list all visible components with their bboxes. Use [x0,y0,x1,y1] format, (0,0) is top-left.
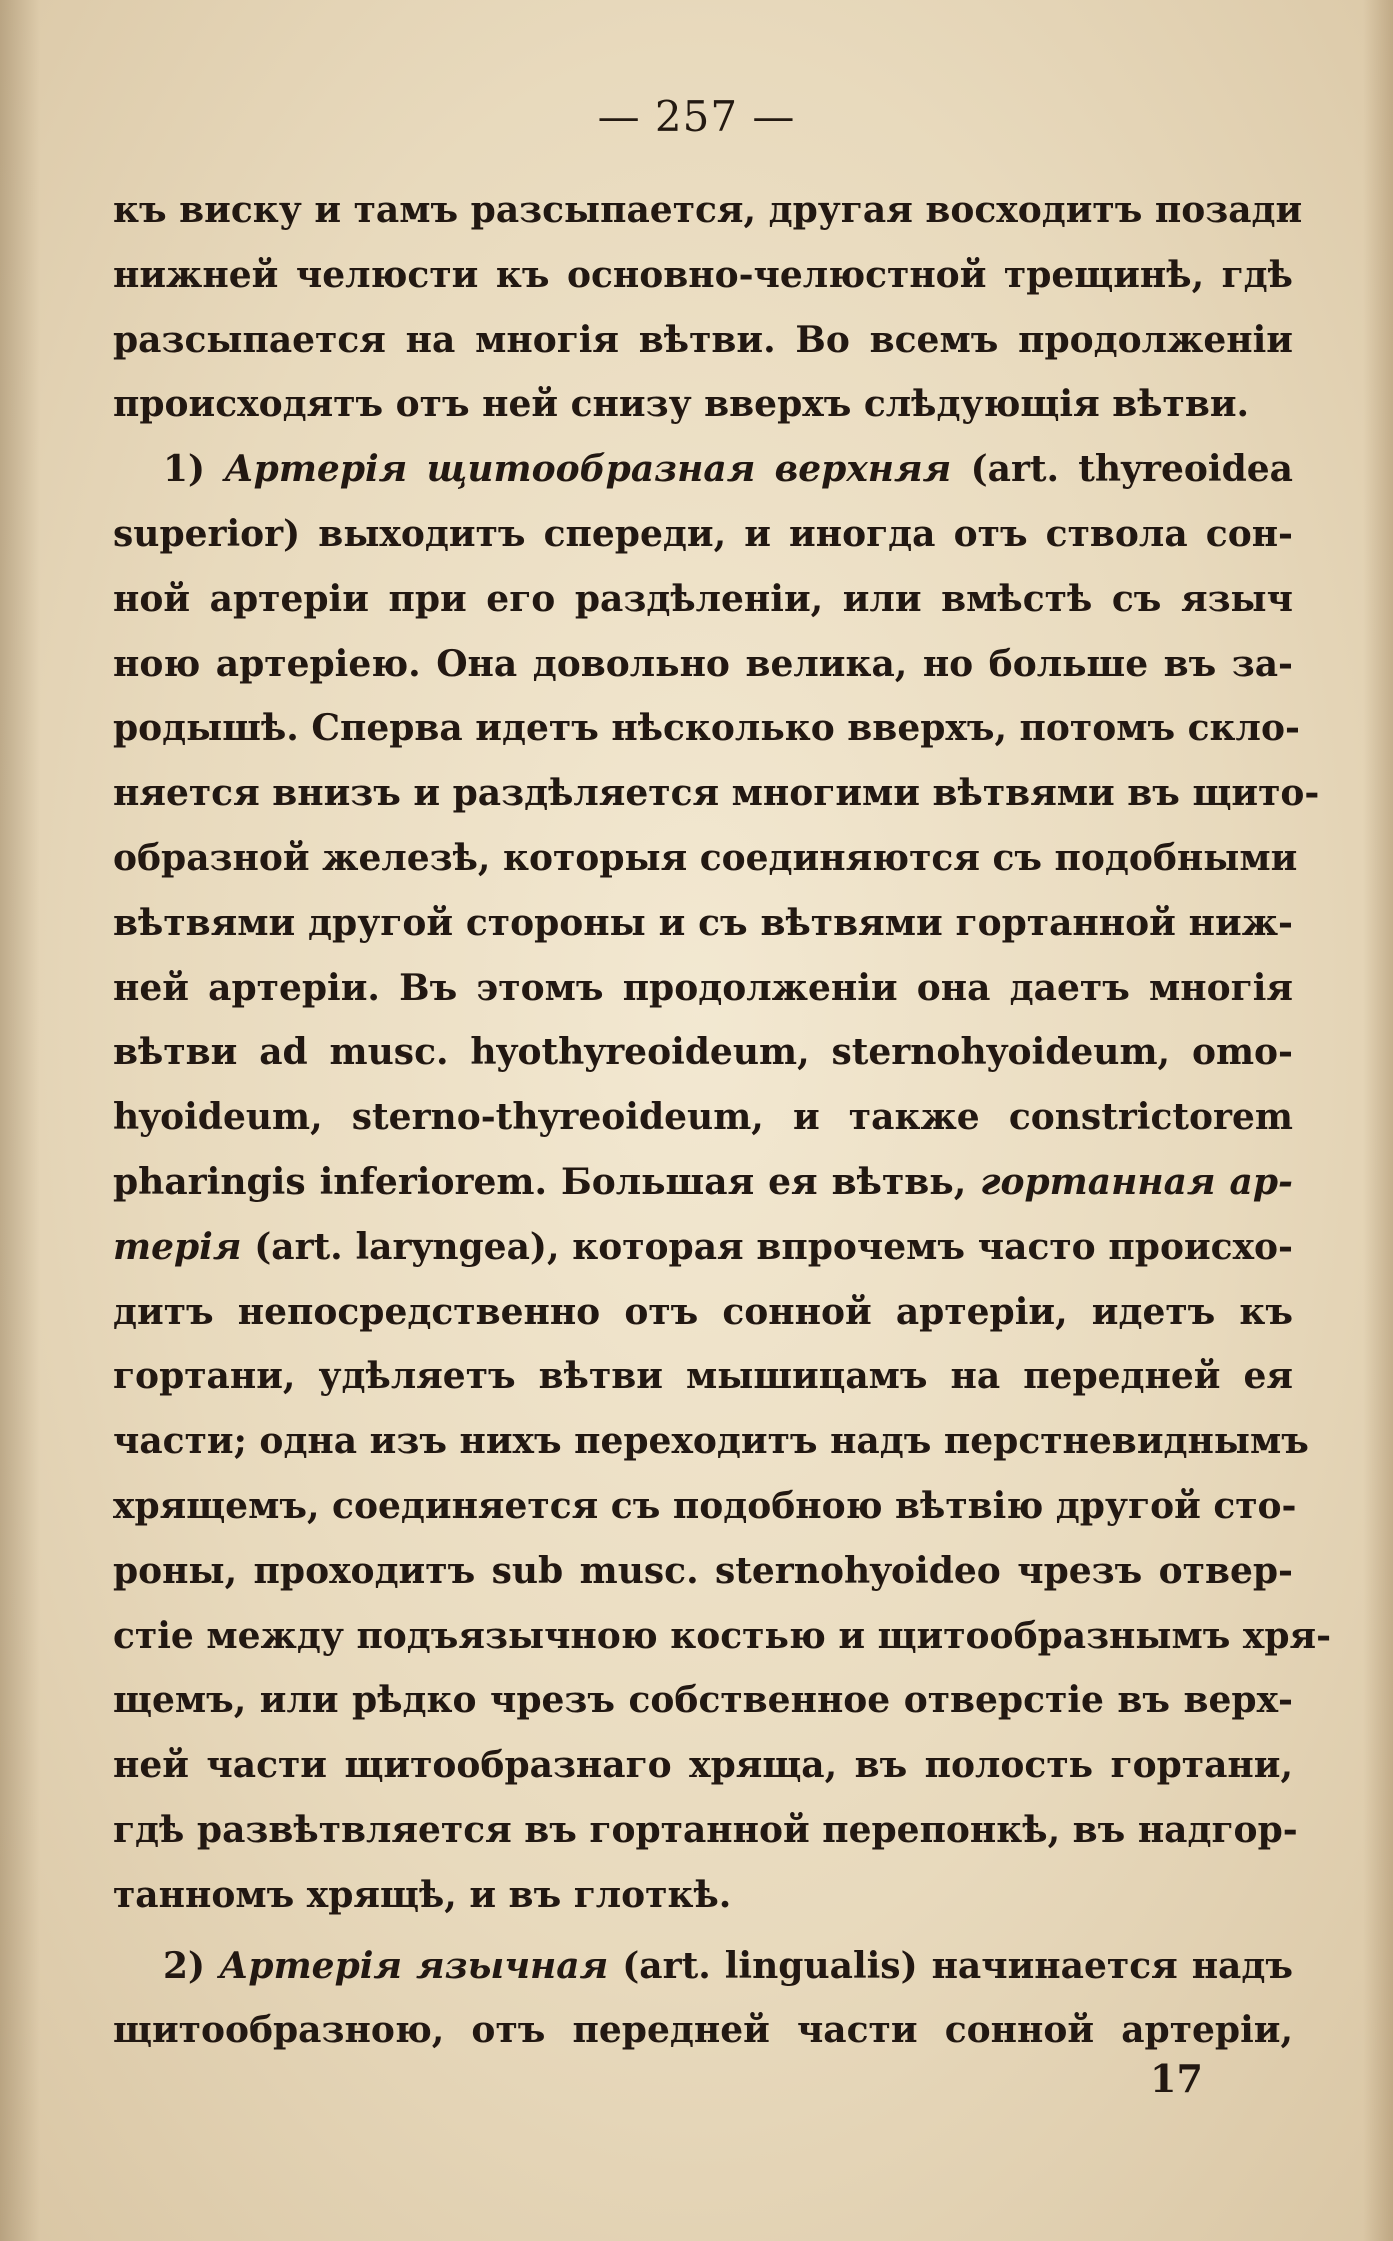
text-segment: танномъ хрящѣ, и въ глоткѣ. [113,1873,732,1916]
text-segment: родышѣ. Сперва идетъ нѣсколько вверхъ, потомъ скло- [113,707,1300,750]
text-line [113,1668,1293,1733]
text-segment: дитъ непосредственно отъ сонной артеріи, идетъ къ [113,1290,1293,1333]
text-segment: щитообразною, отъ передней части сонной артеріи, [113,2009,1293,2052]
text-line [113,956,1293,1021]
text-segment: происходятъ отъ ней снизу вверхъ слѣдующія вѣтви. [113,383,1250,426]
text-line [113,1409,1309,1474]
text-segment: 1) [163,448,225,491]
text-line [113,1474,1297,1539]
text-segment: (art. laryngea), которая впрочемъ часто происхо- [241,1225,1293,1268]
text-line [113,1539,1293,1604]
text-line [113,826,1298,891]
italic-term: терія [113,1225,242,1268]
text-line [113,1934,1293,1999]
text-segment: ной артеріи при его раздѣленіи, или вмѣстѣ съ языч [113,577,1293,620]
text-line [113,1344,1293,1409]
text-line [113,696,1300,761]
text-line [113,632,1293,697]
text-segment: 2) [163,1944,220,1987]
text-segment: гортани, удѣляетъ вѣтви мышицамъ на передней ея [113,1355,1293,1398]
text-line [113,1798,1298,1863]
body-text [113,178,1332,2063]
text-line [113,567,1293,632]
text-segment: гдѣ развѣтвляется въ гортанной перепонкѣ, въ надгор- [113,1808,1298,1851]
text-line [113,761,1320,826]
text-line [113,178,1303,243]
italic-term: гортанная ар- [980,1160,1293,1203]
text-segment: pharingis inferiorem. Большая ея вѣтвь, [113,1160,981,1203]
text-line [113,1020,1293,1085]
text-line [113,1150,1293,1215]
text-segment: вѣтви ad musc. hyothyreoideum, sternohyoideum, omo- [113,1031,1293,1074]
text-segment: hyoideum, sterno-thyreoideum, и также constrictorem [113,1096,1293,1139]
text-line [113,1280,1293,1345]
text-line [113,1733,1293,1798]
text-line [113,1085,1293,1150]
text-line [113,243,1293,308]
text-line [113,1604,1332,1669]
text-segment: разсыпается на многія вѣтви. Во всемъ продолженіи [113,318,1293,361]
text-segment: образной железѣ, которыя соединяются съ подобными [113,836,1298,879]
text-line [113,437,1293,502]
text-segment: (art. thyreoidea [951,448,1293,491]
italic-term: Артерія щитообразная верхняя [224,448,952,491]
text-line [113,372,1293,437]
text-segment: вѣтвями другой стороны и съ вѣтвями гортанной ниж- [113,901,1293,944]
signature-mark: 17 [1150,2056,1203,2101]
text-line [113,308,1293,373]
text-segment: части; одна изъ нихъ переходитъ надъ перстневиднымъ [113,1420,1309,1463]
italic-term: Артерія язычная [219,1944,609,1987]
text-segment: ною артеріею. Она довольно велика, но больше въ за- [113,642,1293,685]
text-line [113,502,1293,567]
text-segment: къ виску и тамъ разсыпается, другая восходитъ позади [113,189,1303,231]
text-segment: нижней челюсти къ основно-челюстной трещинѣ, гдѣ [113,253,1293,296]
text-line [113,1215,1293,1280]
text-line [113,1863,1293,1928]
text-segment: роны, проходитъ sub musc. sternohyoideo чрезъ отвер- [113,1549,1293,1592]
text-segment: стіе между подъязычною костью и щитообразнымъ хря- [113,1614,1332,1657]
text-segment: ней артеріи. Въ этомъ продолженіи она даетъ многія [113,966,1293,1009]
text-segment: хрящемъ, соединяется съ подобною вѣтвію другой сто- [113,1484,1297,1527]
page-number-header: — 257 — [597,92,796,141]
text-segment: няется внизъ и раздѣляется многими вѣтвями въ щито- [113,772,1320,815]
text-segment: superior) выходитъ спереди, и иногда отъ ствола сон- [113,512,1293,555]
text-segment: (art. lingualis) начинается надъ [608,1944,1293,1987]
text-segment: щемъ, или рѣдко чрезъ собственное отверстіе въ верх- [113,1679,1293,1722]
text-segment: ней части щитообразнаго хряща, въ полость гортани, [113,1744,1293,1787]
text-line [113,891,1293,956]
text-line [113,1998,1293,2063]
